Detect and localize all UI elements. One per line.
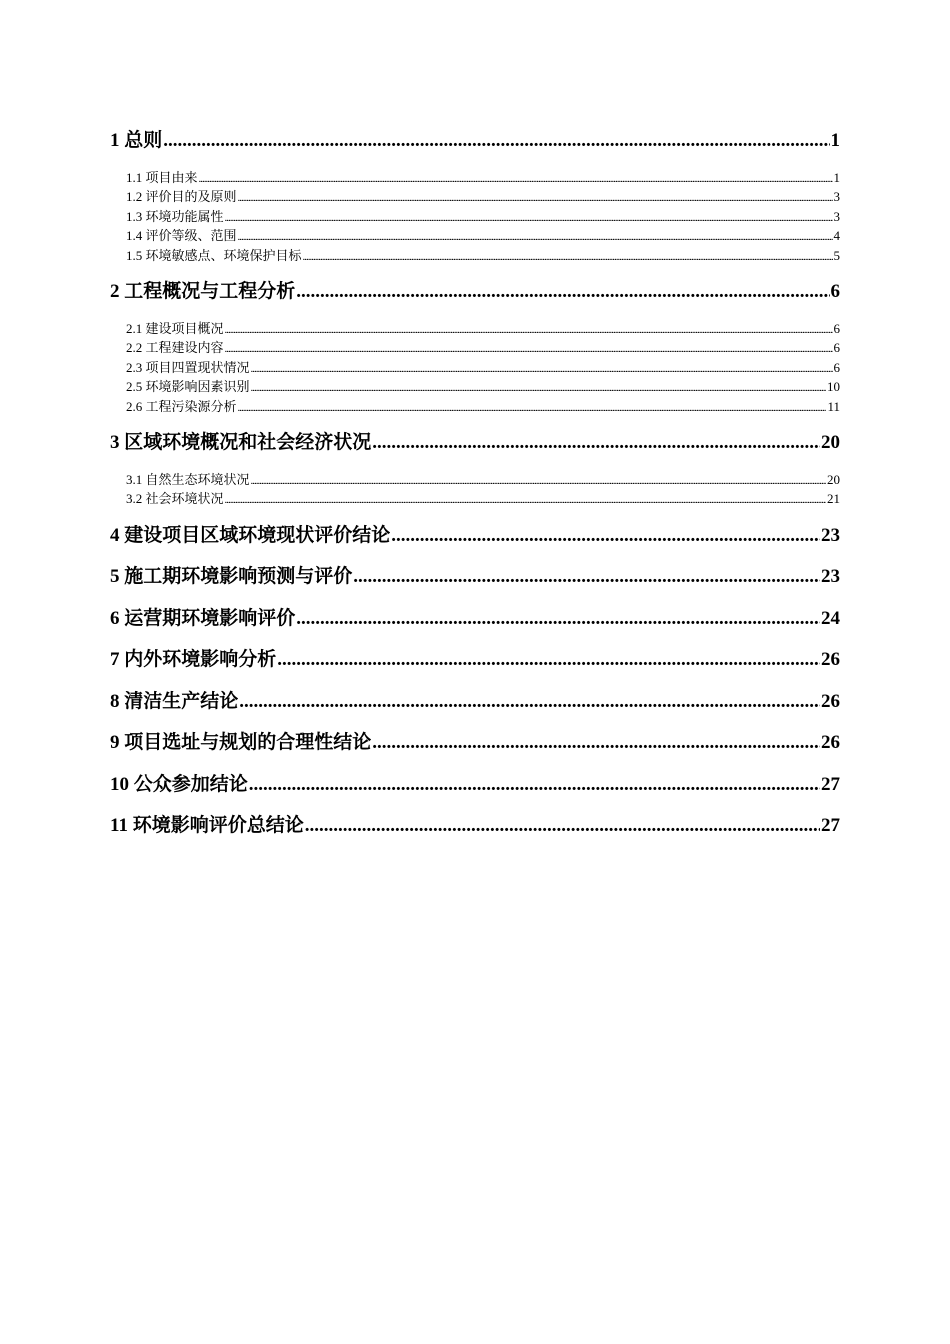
toc-page-number: 23 [821, 566, 840, 587]
dot-leader [238, 399, 827, 417]
toc-chapter-entry[interactable] [110, 422, 840, 464]
dot-leader [251, 379, 826, 397]
toc-page-number: 23 [821, 524, 840, 546]
dot-leader [296, 271, 829, 313]
toc-page-number: 27 [821, 815, 840, 836]
toc-page-number: 5 [833, 247, 840, 263]
dot-leader [225, 209, 833, 227]
toc-section-entry[interactable] [110, 187, 840, 207]
toc-section-entry[interactable] [110, 246, 840, 266]
table-of-contents [110, 120, 840, 847]
toc-section-entry[interactable] [110, 489, 840, 509]
toc-page-number: 26 [821, 732, 840, 753]
toc-chapter-entry[interactable] [110, 764, 840, 806]
toc-section-title: 1.3 环境功能属性 [126, 208, 224, 224]
toc-chapter-title: 2 工程概况与工程分析 [110, 281, 296, 302]
toc-chapter-entry[interactable] [110, 271, 840, 313]
toc-chapter-title: 3 区域环境概况和社会经济状况 [110, 432, 372, 453]
dot-leader [277, 639, 820, 681]
toc-chapter-title: 11 环境影响评价总结论 [110, 815, 304, 836]
toc-chapter-entry[interactable] [110, 556, 840, 598]
dot-leader [225, 340, 833, 358]
toc-section-title: 1.5 环境敏感点、环境保护目标 [126, 247, 302, 263]
toc-page-number: 27 [821, 773, 840, 795]
dot-leader [251, 360, 833, 378]
toc-chapter-title: 4 建设项目区域环境现状评价结论 [110, 524, 391, 546]
toc-section-title: 1.1 项目由来 [126, 169, 198, 185]
dot-leader [391, 515, 820, 557]
toc-chapter-title: 9 项目选址与规划的合理性结论 [110, 732, 372, 753]
toc-section-title: 2.1 建设项目概况 [126, 320, 224, 336]
toc-section-list [110, 313, 840, 423]
toc-section-entry[interactable] [110, 377, 840, 397]
dot-leader [238, 228, 833, 246]
toc-page-number: 24 [821, 607, 840, 629]
toc-page-number: 26 [821, 649, 840, 670]
toc-section-entry[interactable] [110, 358, 840, 378]
dot-leader [163, 120, 829, 162]
dot-leader [251, 472, 826, 490]
toc-section-title: 2.3 项目四置现状情况 [126, 359, 250, 375]
toc-page-number: 1 [830, 130, 840, 151]
dot-leader [353, 556, 820, 598]
dot-leader [199, 170, 833, 188]
dot-leader [372, 722, 820, 764]
toc-chapter-title: 8 清洁生产结论 [110, 690, 239, 712]
toc-section-title: 1.2 评价目的及原则 [126, 189, 237, 204]
toc-chapter-entry[interactable] [110, 722, 840, 764]
toc-chapter-entry[interactable] [110, 515, 840, 557]
dot-leader [225, 491, 826, 509]
toc-page-number: 3 [833, 208, 840, 224]
toc-page-number: 10 [827, 379, 840, 394]
toc-section-title: 3.2 社会环境状况 [126, 491, 224, 506]
toc-section-title: 1.4 评价等级、范围 [126, 228, 237, 243]
dot-leader [372, 422, 820, 464]
dot-leader [249, 764, 820, 806]
toc-section-title: 3.1 自然生态环境状况 [126, 471, 250, 487]
toc-page-number: 4 [833, 228, 840, 243]
toc-page-number: 1 [833, 169, 840, 185]
toc-chapter-title: 1 总则 [110, 130, 163, 151]
toc-page-number: 11 [827, 398, 840, 414]
toc-section-entry[interactable] [110, 319, 840, 339]
dot-leader [296, 598, 820, 640]
toc-section-title: 2.5 环境影响因素识别 [126, 379, 250, 394]
toc-page-number: 20 [827, 471, 840, 487]
toc-section-entry[interactable] [110, 470, 840, 490]
toc-chapter-title: 7 内外环境影响分析 [110, 649, 277, 670]
toc-chapter-title: 5 施工期环境影响预测与评价 [110, 566, 353, 587]
toc-chapter-entry[interactable] [110, 598, 840, 640]
toc-section-title: 2.6 工程污染源分析 [126, 398, 237, 414]
toc-chapter-entry[interactable] [110, 639, 840, 681]
dot-leader [303, 248, 833, 266]
toc-page-number: 6 [833, 359, 840, 375]
toc-section-entry[interactable] [110, 397, 840, 417]
toc-section-entry[interactable] [110, 207, 840, 227]
toc-page-number: 6 [830, 281, 840, 302]
toc-page-number: 6 [833, 320, 840, 336]
dot-leader [305, 805, 820, 847]
toc-section-title: 2.2 工程建设内容 [126, 340, 224, 355]
toc-section-entry[interactable] [110, 168, 840, 188]
toc-section-entry[interactable] [110, 226, 840, 246]
toc-section-entry[interactable] [110, 338, 840, 358]
toc-chapter-entry[interactable] [110, 120, 840, 162]
toc-page-number: 3 [833, 189, 840, 204]
toc-chapter-entry[interactable] [110, 805, 840, 847]
toc-chapter-title: 10 公众参加结论 [110, 773, 248, 795]
toc-page-number: 21 [827, 491, 840, 506]
toc-section-list [110, 464, 840, 515]
toc-page-number: 6 [833, 340, 840, 355]
dot-leader [225, 321, 833, 339]
toc-page-number: 20 [821, 432, 840, 453]
toc-chapter-title: 6 运营期环境影响评价 [110, 607, 296, 629]
toc-section-list [110, 162, 840, 272]
toc-page-number: 26 [821, 690, 840, 712]
toc-chapter-entry[interactable] [110, 681, 840, 723]
dot-leader [238, 189, 833, 207]
dot-leader [239, 681, 820, 723]
